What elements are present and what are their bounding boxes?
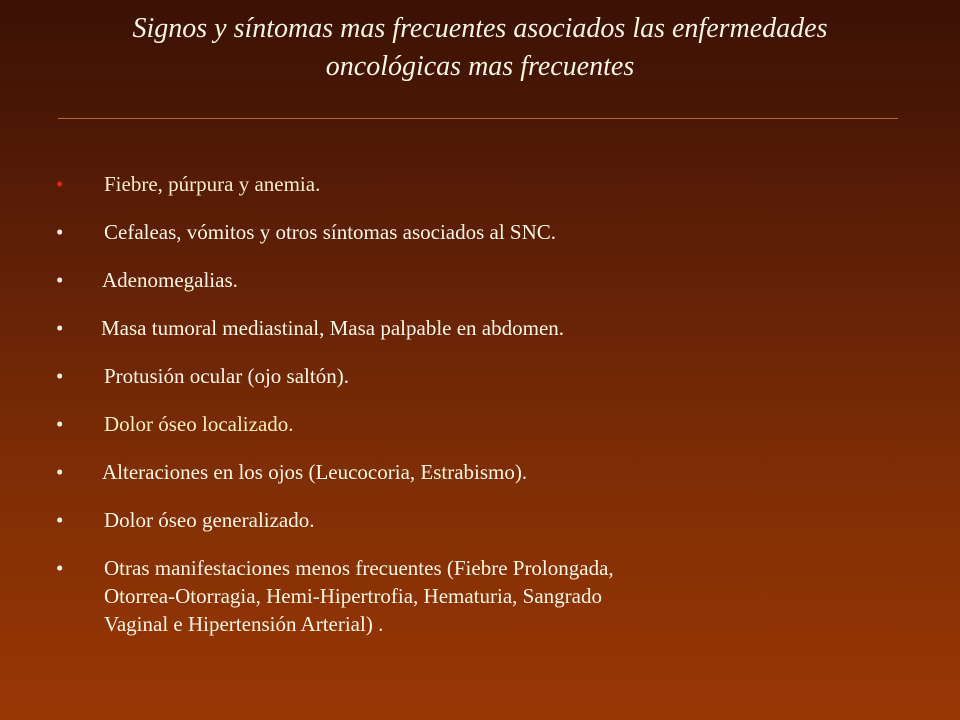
list-item-text [104,554,614,638]
bullet-icon: • [56,556,64,580]
bullet-icon: • [56,508,64,532]
list-item-text-line-2: Otorrea-Otorragia, Hemi-Hipertrofia, Hematuria, Sangrado [104,584,602,608]
list-item-text: Alteraciones en los ojos (Leucocoria, Estrabismo). [102,460,528,484]
list-item-text-line-1: Otras manifestaciones menos frecuentes (Fiebre Prolongada, [104,556,614,580]
list-item-text: Masa tumoral mediastinal, Masa palpable en abdomen. [101,316,565,340]
bullet-icon: • [56,316,64,340]
list-item-text-line-3: Vaginal e Hipertensión Arterial) . [104,612,384,636]
list-item-text: Cefaleas, vómitos y otros síntomas asociados al SNC. [104,220,557,244]
slide-title-line-1: Signos y síntomas mas frecuentes asociados las enfermedades [132,13,828,44]
list-item-text: Dolor óseo generalizado. [104,508,315,532]
bullet-icon: • [56,172,64,196]
slide-title-line-2: oncológicas mas frecuentes [325,51,635,82]
bullet-icon: • [56,364,64,388]
list-item-text: Fiebre, púrpura y anemia. [104,172,321,196]
list-item-text: Adenomegalias. [102,268,238,292]
bullet-icon: • [56,412,64,436]
bullet-icon: • [56,220,64,244]
list-item-text: Dolor óseo localizado. [104,412,294,436]
list-item-text: Protusión ocular (ojo saltón). [104,364,349,388]
bullet-icon: • [56,460,64,484]
bullet-icon: • [56,268,64,292]
